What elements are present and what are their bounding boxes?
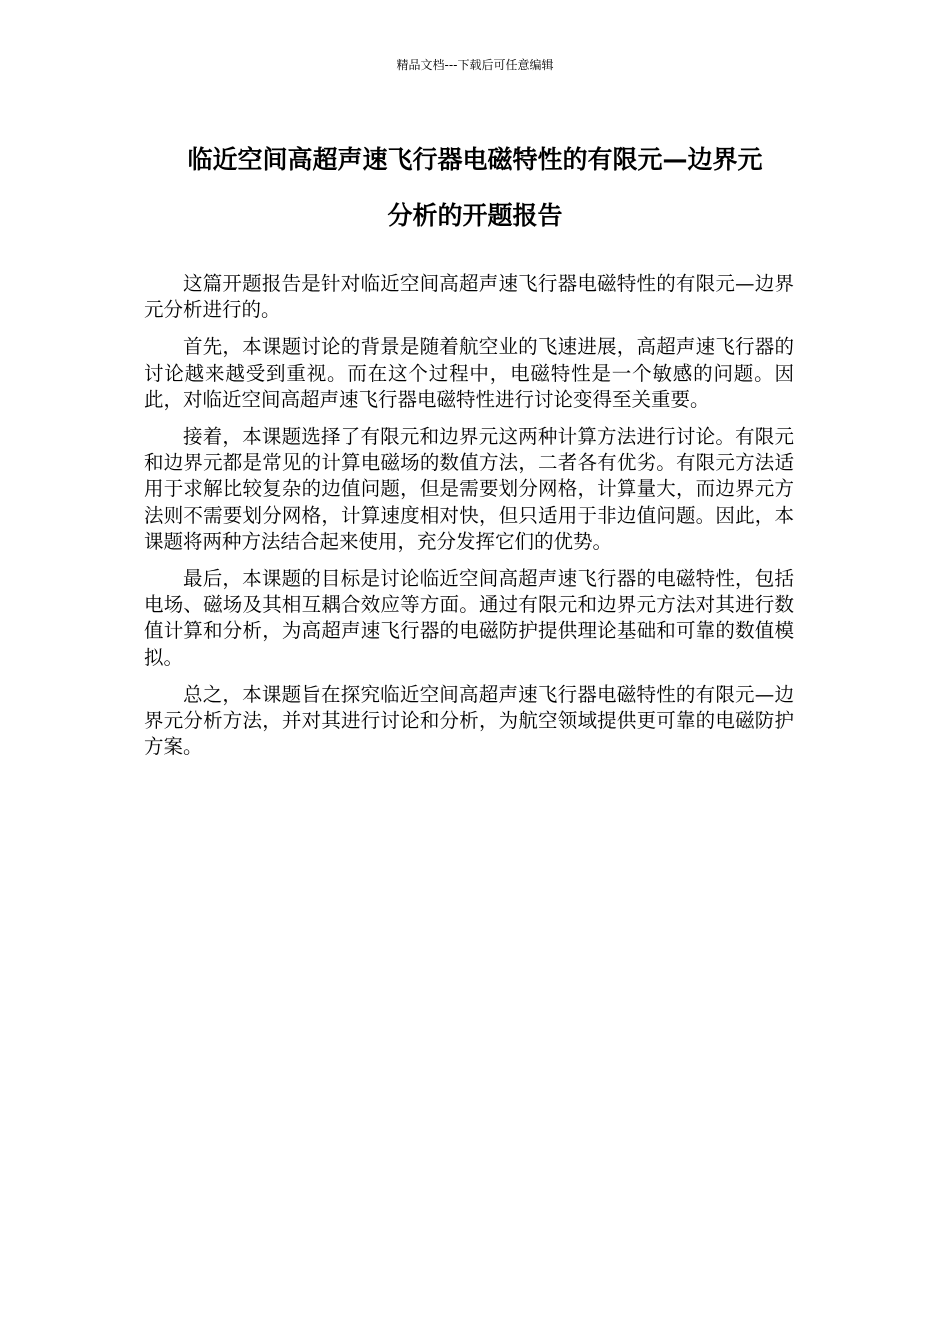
page-header: 精品文档---下载后可任意编辑 bbox=[396, 58, 554, 72]
paragraph-methods: 接着，本课题选择了有限元和边界元这两种计算方法进行讨论。有限元和边界元都是常见的计算电磁场的数值方法，二者各有优劣。有限元方法适用于求解比较复杂的边值问题，但是需要划分网格，计算量大，而边界元方法则不需要划分网格，计算速度相对快，但只适用于非边值问题。因此，本课题将两种方法结合起来使用，充分发挥它们的优势。 bbox=[144, 425, 794, 553]
paragraph-conclusion: 总之，本课题旨在探究临近空间高超声速飞行器电磁特性的有限元—边界元分析方法，并对其进行讨论和分析，为航空领域提供更可靠的电磁防护方案。 bbox=[144, 682, 794, 759]
paragraph-intro: 这篇开题报告是针对临近空间高超声速飞行器电磁特性的有限元—边界元分析进行的。 bbox=[144, 272, 794, 322]
paragraph-goals: 最后，本课题的目标是讨论临近空间高超声速飞行器的电磁特性，包括电场、磁场及其相互耦合效应等方面。通过有限元和边界元方法对其进行数值计算和分析，为高超声速飞行器的电磁防护提供理论基础和可靠的数值模拟。 bbox=[144, 567, 794, 669]
document-title bbox=[135, 132, 815, 244]
document-body bbox=[144, 271, 794, 771]
title-line-1: 临近空间高超声速飞行器电磁特性的有限元—边界元 bbox=[187, 145, 763, 174]
paragraph-background: 首先，本课题讨论的背景是随着航空业的飞速进展，高超声速飞行器的讨论越来越受到重视。而在这个过程中，电磁特性是一个敏感的问题。因此，对临近空间高超声速飞行器电磁特性进行讨论变得至关重要。 bbox=[144, 335, 794, 411]
title-line-2: 分析的开题报告 bbox=[387, 201, 563, 230]
